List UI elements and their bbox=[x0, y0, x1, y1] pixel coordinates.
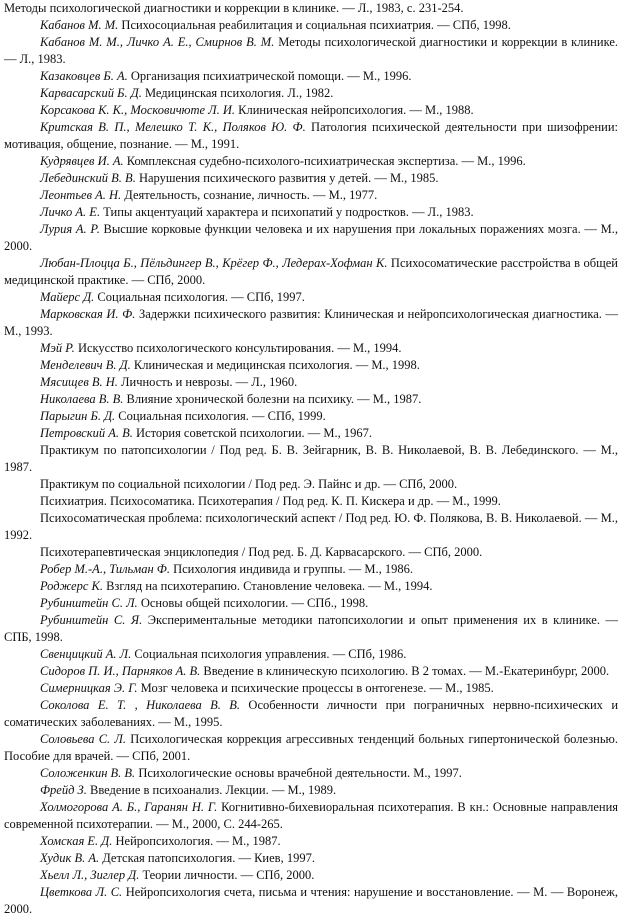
entry-author: Мясищев В. Н. bbox=[40, 375, 118, 389]
entry-text: Искусство психологического консультирования. — М., 1994. bbox=[74, 341, 402, 355]
entry-text: Нарушения психического развития у детей. — М., 1985. bbox=[135, 171, 439, 185]
bibliography-entry bbox=[4, 0, 618, 17]
entry-text: Социальная психология. — СПб, 1999. bbox=[115, 409, 326, 423]
bibliography-entry bbox=[4, 408, 618, 425]
entry-author: Хьелл Л., Зиглер Д. bbox=[40, 868, 140, 882]
bibliography-entry bbox=[4, 34, 618, 68]
bibliography-entry bbox=[4, 544, 618, 561]
bibliography-entry bbox=[4, 646, 618, 663]
entry-text: Нейропсихология счета, письма и чтения: нарушение и восстановление. — М. — Воронеж, 2000. bbox=[4, 885, 618, 916]
bibliography-entry bbox=[4, 510, 618, 544]
bibliography-entry bbox=[4, 306, 618, 340]
bibliography-entry bbox=[4, 476, 618, 493]
entry-text: Мозг человека и психические процессы в онтогенезе. — М., 1985. bbox=[137, 681, 494, 695]
bibliography-entry bbox=[4, 833, 618, 850]
entry-author: Роджерс К. bbox=[40, 579, 103, 593]
bibliography-entry bbox=[4, 187, 618, 204]
bibliography-entry bbox=[4, 17, 618, 34]
entry-author: Карвасарский Б. Д. bbox=[40, 86, 142, 100]
bibliography-entry bbox=[4, 340, 618, 357]
bibliography-entry bbox=[4, 425, 618, 442]
entry-author: Рубинштейн С. Я. bbox=[40, 613, 143, 627]
entry-text: Психологическая коррекция агрессивных тенденций больных гипертонической болезнью. Пособие для врачей. — СПб, 2001. bbox=[4, 732, 618, 763]
entry-author: Личко А. Е. bbox=[40, 205, 101, 219]
bibliography-entry bbox=[4, 799, 618, 833]
entry-text: Психосоматические расстройства в общей медицинской практике. — СПб, 2000. bbox=[4, 256, 618, 287]
bibliography-entry bbox=[4, 765, 618, 782]
bibliography-entry bbox=[4, 221, 618, 255]
entry-text: Введение в клиническую психологию. В 2 томах. — М.-Екатеринбург, 2000. bbox=[200, 664, 610, 678]
bibliography-entry bbox=[4, 204, 618, 221]
bibliography-entry bbox=[4, 663, 618, 680]
entry-text: Социальная психология управления. — СПб, 1986. bbox=[131, 647, 407, 661]
entry-author: Фрейд З. bbox=[40, 783, 87, 797]
entry-author: Казаковцев Б. А. bbox=[40, 69, 128, 83]
bibliography-entry bbox=[4, 119, 618, 153]
entry-author: Кабанов М. М. bbox=[40, 18, 119, 32]
entry-text: Особенности личности при пограничных нервно-психических и соматических заболеваниях. — М., 1995. bbox=[4, 698, 619, 729]
entry-text: Деятельность, сознание, личность. — М., 1977. bbox=[121, 188, 378, 202]
bibliography-entry bbox=[4, 731, 618, 765]
bibliography-entry bbox=[4, 578, 618, 595]
bibliography-entry bbox=[4, 153, 618, 170]
entry-text: Экспериментальные методики патопсихологии и опыт применения их в клинике. — СПБ, 1998. bbox=[4, 613, 618, 644]
bibliography-entry bbox=[4, 357, 618, 374]
entry-author: Лебединский В. В. bbox=[40, 171, 136, 185]
entry-text: Теории личности. — СПб, 2000. bbox=[139, 868, 315, 882]
entry-author: Кабанов М. М., Личко А. Е., Смирнов В. М. bbox=[40, 35, 275, 49]
entry-text: Когнитивно-бихевиоральная психотерапия. В кн.: Основные направления современной психотерапии. — М., 2000, С. 244-265. bbox=[4, 800, 619, 831]
bibliography-entry bbox=[4, 170, 618, 187]
entry-text: Взгляд на психотерапию. Становление человека. — М., 1994. bbox=[102, 579, 433, 593]
bibliography-entry bbox=[4, 442, 618, 476]
entry-text: Высшие корковые функции человека и их нарушения при локальных поражениях мозга. — М., 2000. bbox=[4, 222, 618, 253]
entry-author: Цветкова Л. С. bbox=[40, 885, 123, 899]
bibliography-entry bbox=[4, 612, 618, 646]
bibliography-entry bbox=[4, 374, 618, 391]
entry-text: Клиническая и медицинская психология. — М., 1998. bbox=[130, 358, 420, 372]
bibliography-entry bbox=[4, 884, 618, 918]
entry-text: Влияние хронической болезни на психику. — М., 1987. bbox=[123, 392, 422, 406]
bibliography-entry bbox=[4, 68, 618, 85]
entry-text: Методы психологической диагностики и коррекции в клинике. — Л., 1983, с. 231-254. bbox=[4, 1, 464, 15]
entry-text: Детская патопсихология. — Киев, 1997. bbox=[99, 851, 315, 865]
entry-text: Клиническая нейропсихология. — М., 1988. bbox=[235, 103, 474, 117]
entry-text: Социальная психология. — СПб, 1997. bbox=[94, 290, 305, 304]
entry-text: Психиатрия. Психосоматика. Психотерапия / Под ред. К. П. Кискера и др. — М., 1999. bbox=[40, 494, 501, 508]
entry-author: Любан-Плоцца Б., Пёльдингер В., Крёгер Ф., Ледерах-Хофман К. bbox=[40, 256, 388, 270]
bibliography-entry bbox=[4, 391, 618, 408]
bibliography-entry bbox=[4, 289, 618, 306]
entry-text: Патология психической деятельности при шизофрении: мотивация, общение, познание. — М., 1991. bbox=[4, 120, 618, 151]
entry-author: Менделевич В. Д. bbox=[40, 358, 131, 372]
entry-author: Леонтьев А. Н. bbox=[40, 188, 122, 202]
entry-text: Практикум по социальной психологии / Под ред. Э. Пайнс и др. — СПб, 2000. bbox=[40, 477, 458, 491]
entry-text: Нейропсихология. — М., 1987. bbox=[112, 834, 281, 848]
entry-text: Задержки психического развития: Клиническая и нейропсихологическая диагностика. — М., 1993. bbox=[4, 307, 619, 338]
entry-text: Психологические основы врачебной деятельности. М., 1997. bbox=[135, 766, 462, 780]
bibliography-entry bbox=[4, 102, 618, 119]
entry-text: Комплексная судебно-психолого-психиатрическая экспертиза. — М., 1996. bbox=[123, 154, 526, 168]
entry-author: Корсакова К. К., Московичюте Л. И. bbox=[40, 103, 236, 117]
entry-text: Психология индивида и группы. — М., 1986. bbox=[169, 562, 413, 576]
entry-author: Николаева В. В. bbox=[40, 392, 124, 406]
entry-author: Робер М.-А., Тильман Ф. bbox=[40, 562, 170, 576]
entry-text: История советской психологии. — М., 1967. bbox=[132, 426, 373, 440]
entry-text: Методы психологической диагностики и коррекции в клинике. — Л., 1983. bbox=[4, 35, 618, 66]
entry-author: Марковская И. Ф. bbox=[40, 307, 136, 321]
bibliography-entry bbox=[4, 782, 618, 799]
entry-author: Критская В. П., Мелешко Т. К., Поляков Ю. Ф. bbox=[40, 120, 306, 134]
entry-text: Введение в психоанализ. Лекции. — М., 1989. bbox=[86, 783, 337, 797]
entry-author: Соложенкин В. В. bbox=[40, 766, 136, 780]
entry-text: Основы общей психологии. — СПб., 1998. bbox=[137, 596, 369, 610]
entry-text: Организация психиатрической помощи. — М., 1996. bbox=[127, 69, 412, 83]
entry-author: Соколова Е. Т. , Николаева В. В. bbox=[40, 698, 241, 712]
entry-author: Майерс Д. bbox=[40, 290, 95, 304]
entry-author: Рубинштейн С. Л. bbox=[40, 596, 138, 610]
entry-text: Личность и неврозы. — Л., 1960. bbox=[117, 375, 298, 389]
entry-author: Симерницкая Э. Г. bbox=[40, 681, 138, 695]
bibliography-entry bbox=[4, 595, 618, 612]
bibliography-entry bbox=[4, 680, 618, 697]
entry-author: Лурия А. Р. bbox=[40, 222, 100, 236]
entry-text: Психотерапевтическая энциклопедия / Под ред. Б. Д. Карвасарского. — СПб, 2000. bbox=[40, 545, 483, 559]
entry-author: Свенцицкий А. Л. bbox=[40, 647, 132, 661]
bibliography-entry bbox=[4, 561, 618, 578]
bibliography-entry bbox=[4, 850, 618, 867]
entry-text: Типы акцентуаций характера и психопатий у подростков. — Л., 1983. bbox=[100, 205, 474, 219]
entry-author: Кудрявцев И. А. bbox=[40, 154, 124, 168]
entry-author: Хомская Е. Д. bbox=[40, 834, 113, 848]
entry-text: Практикум по патопсихологии / Под ред. Б. В. Зейгарник, В. В. Николаевой, В. В. Лебединского. — М., 1987. bbox=[4, 443, 618, 474]
bibliography-entry bbox=[4, 255, 618, 289]
entry-author: Парыгин Б. Д. bbox=[40, 409, 116, 423]
entry-author: Мэй Р. bbox=[40, 341, 75, 355]
entry-text: Психосоциальная реабилитация и социальная психиатрия. — СПб, 1998. bbox=[118, 18, 511, 32]
bibliography-entry bbox=[4, 697, 618, 731]
bibliography-entry bbox=[4, 85, 618, 102]
bibliography-entry bbox=[4, 493, 618, 510]
entry-author: Соловьева С. Л. bbox=[40, 732, 126, 746]
entry-text: Психосоматическая проблема: психологический аспект / Под ред. Ю. Ф. Полякова, В. В. Николаевой. — М., 1992. bbox=[4, 511, 618, 542]
entry-text: Медицинская психология. Л., 1982. bbox=[141, 86, 334, 100]
entry-author: Холмогорова А. Б., Гаранян Н. Г. bbox=[40, 800, 218, 814]
entry-author: Петровский А. В. bbox=[40, 426, 133, 440]
entry-author: Сидоров П. И., Парняков А. В. bbox=[40, 664, 201, 678]
entry-author: Худик В. А. bbox=[40, 851, 100, 865]
